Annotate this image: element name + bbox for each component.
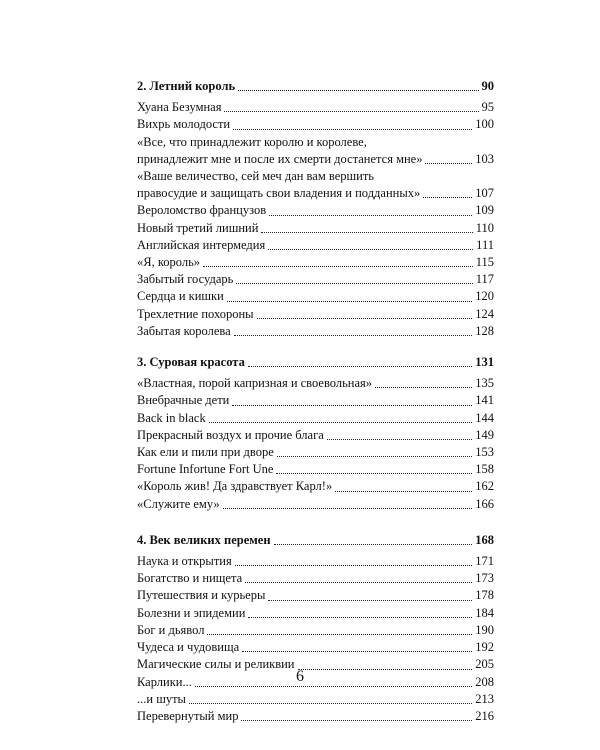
section-heading xyxy=(137,532,494,549)
toc-entry-title: Back in black xyxy=(137,410,206,425)
toc-entry-title: Новый третий лишний xyxy=(137,220,259,235)
dot-leader xyxy=(261,232,472,233)
toc-entry-page: 192 xyxy=(475,640,494,655)
toc-entry-title: Наука и открытия xyxy=(137,554,232,569)
dot-leader xyxy=(233,129,472,130)
toc-entry-title xyxy=(137,168,420,202)
dot-leader xyxy=(236,283,472,284)
toc-entry-title: Забытый государь xyxy=(137,272,234,287)
toc-entry xyxy=(137,323,494,340)
dot-leader xyxy=(423,197,472,198)
toc-entry-page: 144 xyxy=(475,410,494,425)
toc-entry xyxy=(137,496,494,513)
toc-entry xyxy=(137,478,494,495)
section-heading xyxy=(137,78,494,95)
toc-entry xyxy=(137,570,494,587)
toc-entry-page: 166 xyxy=(475,496,494,511)
toc-entry xyxy=(137,708,494,725)
toc-entry xyxy=(137,254,494,271)
toc-entry-title-line2: правосудие и защищать свои владения и подданных» xyxy=(137,186,421,201)
dot-leader xyxy=(241,720,472,721)
toc-entry-page: 184 xyxy=(475,605,494,620)
toc-entry-page: 205 xyxy=(475,657,494,672)
dot-leader xyxy=(223,508,473,509)
toc-entry-title: Чудеса и чудовища xyxy=(137,640,240,655)
toc-entry xyxy=(137,461,494,478)
toc-entry xyxy=(137,375,494,392)
section-heading-page: 168 xyxy=(475,532,494,547)
toc-entry-page: 128 xyxy=(475,323,494,338)
toc-entry-page: 103 xyxy=(475,151,494,166)
toc-entry-title: Вихрь молодости xyxy=(137,117,231,132)
toc-entry-title: Внебрачные дети xyxy=(137,393,230,408)
toc-entry xyxy=(137,134,494,168)
dot-leader xyxy=(234,335,473,336)
toc-entry xyxy=(137,306,494,323)
dot-leader xyxy=(248,617,472,618)
toc-entry-page: 107 xyxy=(475,186,494,201)
toc-entry-title: Бог и дьявол xyxy=(137,622,205,637)
dot-leader xyxy=(203,266,473,267)
dot-leader xyxy=(269,215,472,216)
toc-entry-page: 117 xyxy=(475,272,494,287)
dot-leader xyxy=(276,473,472,474)
toc-entry-page: 153 xyxy=(475,445,494,460)
toc-entry-title: Английская интермедия xyxy=(137,237,266,252)
dot-leader xyxy=(274,544,473,545)
toc-entry xyxy=(137,639,494,656)
dot-leader xyxy=(227,301,472,302)
toc-entry-page: 149 xyxy=(475,427,494,442)
toc-entry-page: 216 xyxy=(475,708,494,723)
toc-entry-page: 213 xyxy=(475,691,494,706)
toc-entry-title: Трехлетние похороны xyxy=(137,306,254,321)
toc-entry-page: 111 xyxy=(476,237,494,252)
dot-leader xyxy=(335,491,472,492)
section-heading-title: 3. Суровая красота xyxy=(137,355,245,370)
toc-entry-title: Забытая королева xyxy=(137,323,231,338)
dot-leader xyxy=(277,456,473,457)
section-heading-title: 4. Век великих перемен xyxy=(137,532,271,547)
page-number: 6 xyxy=(296,668,304,685)
dot-leader xyxy=(425,163,472,164)
toc-entry xyxy=(137,168,494,202)
toc-entry-page: 95 xyxy=(481,100,494,115)
dot-leader xyxy=(245,582,472,583)
toc-entry-title: «Властная, порой капризная и своевольная» xyxy=(137,376,373,391)
section-heading-page: 131 xyxy=(475,355,494,370)
toc-entry-title: ...и шуты xyxy=(137,691,186,706)
toc-section xyxy=(137,78,494,340)
toc-entry-title: «Я, король» xyxy=(137,255,201,270)
toc-entry xyxy=(137,116,494,133)
toc-entry xyxy=(137,220,494,237)
toc-entry-page: 178 xyxy=(475,588,494,603)
dot-leader xyxy=(232,405,472,406)
toc-entry-title: Вероломство французов xyxy=(137,203,267,218)
dot-leader xyxy=(268,249,473,250)
toc-entry-page: 124 xyxy=(475,306,494,321)
toc-entry-page: 173 xyxy=(475,571,494,586)
dot-leader xyxy=(224,111,478,112)
toc-entry xyxy=(137,410,494,427)
toc-entry-title: Прекрасный воздух и прочие блага xyxy=(137,427,324,442)
toc-entry-title: Хуана Безумная xyxy=(137,100,222,115)
dot-leader xyxy=(235,565,473,566)
toc-entry-title: Перевернутый мир xyxy=(137,708,239,723)
dot-leader xyxy=(248,366,472,367)
toc-entry xyxy=(137,553,494,570)
dot-leader xyxy=(238,90,478,91)
toc-entry-title: Путешествия и курьеры xyxy=(137,588,266,603)
toc-entry-page: 158 xyxy=(475,462,494,477)
dot-leader xyxy=(257,318,473,319)
dot-leader xyxy=(375,387,472,388)
toc-entry xyxy=(137,392,494,409)
toc-section xyxy=(137,354,494,513)
toc-entry xyxy=(137,444,494,461)
section-heading-page: 90 xyxy=(481,79,494,93)
toc-entry-page: 115 xyxy=(475,255,494,270)
table-of-contents xyxy=(137,78,494,739)
section-heading-title: 2. Летний король xyxy=(137,79,236,93)
toc-entry-title: «Король жив! Да здравствует Карл!» xyxy=(137,479,333,494)
toc-entry-page: 141 xyxy=(475,393,494,408)
dot-leader xyxy=(207,634,472,635)
toc-entry-page: 109 xyxy=(475,203,494,218)
toc-entry-title-line2: принадлежит мне и после их смерти достанется мне» xyxy=(137,151,423,166)
dot-leader xyxy=(189,703,472,704)
section-heading xyxy=(137,354,494,371)
toc-entry xyxy=(137,202,494,219)
toc-entry-title: Как ели и пили при дворе xyxy=(137,445,274,460)
toc-entry xyxy=(137,605,494,622)
toc-entry xyxy=(137,237,494,254)
toc-entry-page: 162 xyxy=(475,479,494,494)
toc-entry-title: Fortune Infortune Fort Une xyxy=(137,462,274,477)
toc-entry-title: Сердца и кишки xyxy=(137,289,224,304)
toc-entry-title: Болезни и эпидемии xyxy=(137,605,246,620)
toc-entry-title: Богатство и нищета xyxy=(137,571,243,586)
toc-entry-page: 190 xyxy=(475,622,494,637)
toc-section xyxy=(137,532,494,725)
toc-entry-title: Магические силы и реликвии xyxy=(137,657,295,672)
dot-leader xyxy=(209,422,473,423)
toc-entry xyxy=(137,622,494,639)
toc-entry xyxy=(137,99,494,116)
toc-entry xyxy=(137,587,494,604)
toc-entry-page: 100 xyxy=(475,117,494,132)
toc-entry-page: 135 xyxy=(475,376,494,391)
toc-entry-title-line1: «Ваше величество, сей меч дан вам вершить xyxy=(137,169,374,184)
toc-entry-page: 208 xyxy=(475,674,494,689)
toc-entry-title: «Служите ему» xyxy=(137,496,220,511)
toc-entry-title: Карлики... xyxy=(137,674,192,689)
toc-entry-title-line1: «Все, что принадлежит королю и королеве, xyxy=(137,134,367,149)
toc-entry-page: 120 xyxy=(475,289,494,304)
toc-entry-title xyxy=(137,134,422,168)
dot-leader xyxy=(242,651,472,652)
toc-entry xyxy=(137,691,494,708)
toc-entry xyxy=(137,427,494,444)
dot-leader xyxy=(268,600,472,601)
toc-entry xyxy=(137,271,494,288)
dot-leader xyxy=(327,439,473,440)
toc-entry-page: 171 xyxy=(475,554,494,569)
toc-entry xyxy=(137,288,494,305)
toc-entry-page: 110 xyxy=(475,220,494,235)
